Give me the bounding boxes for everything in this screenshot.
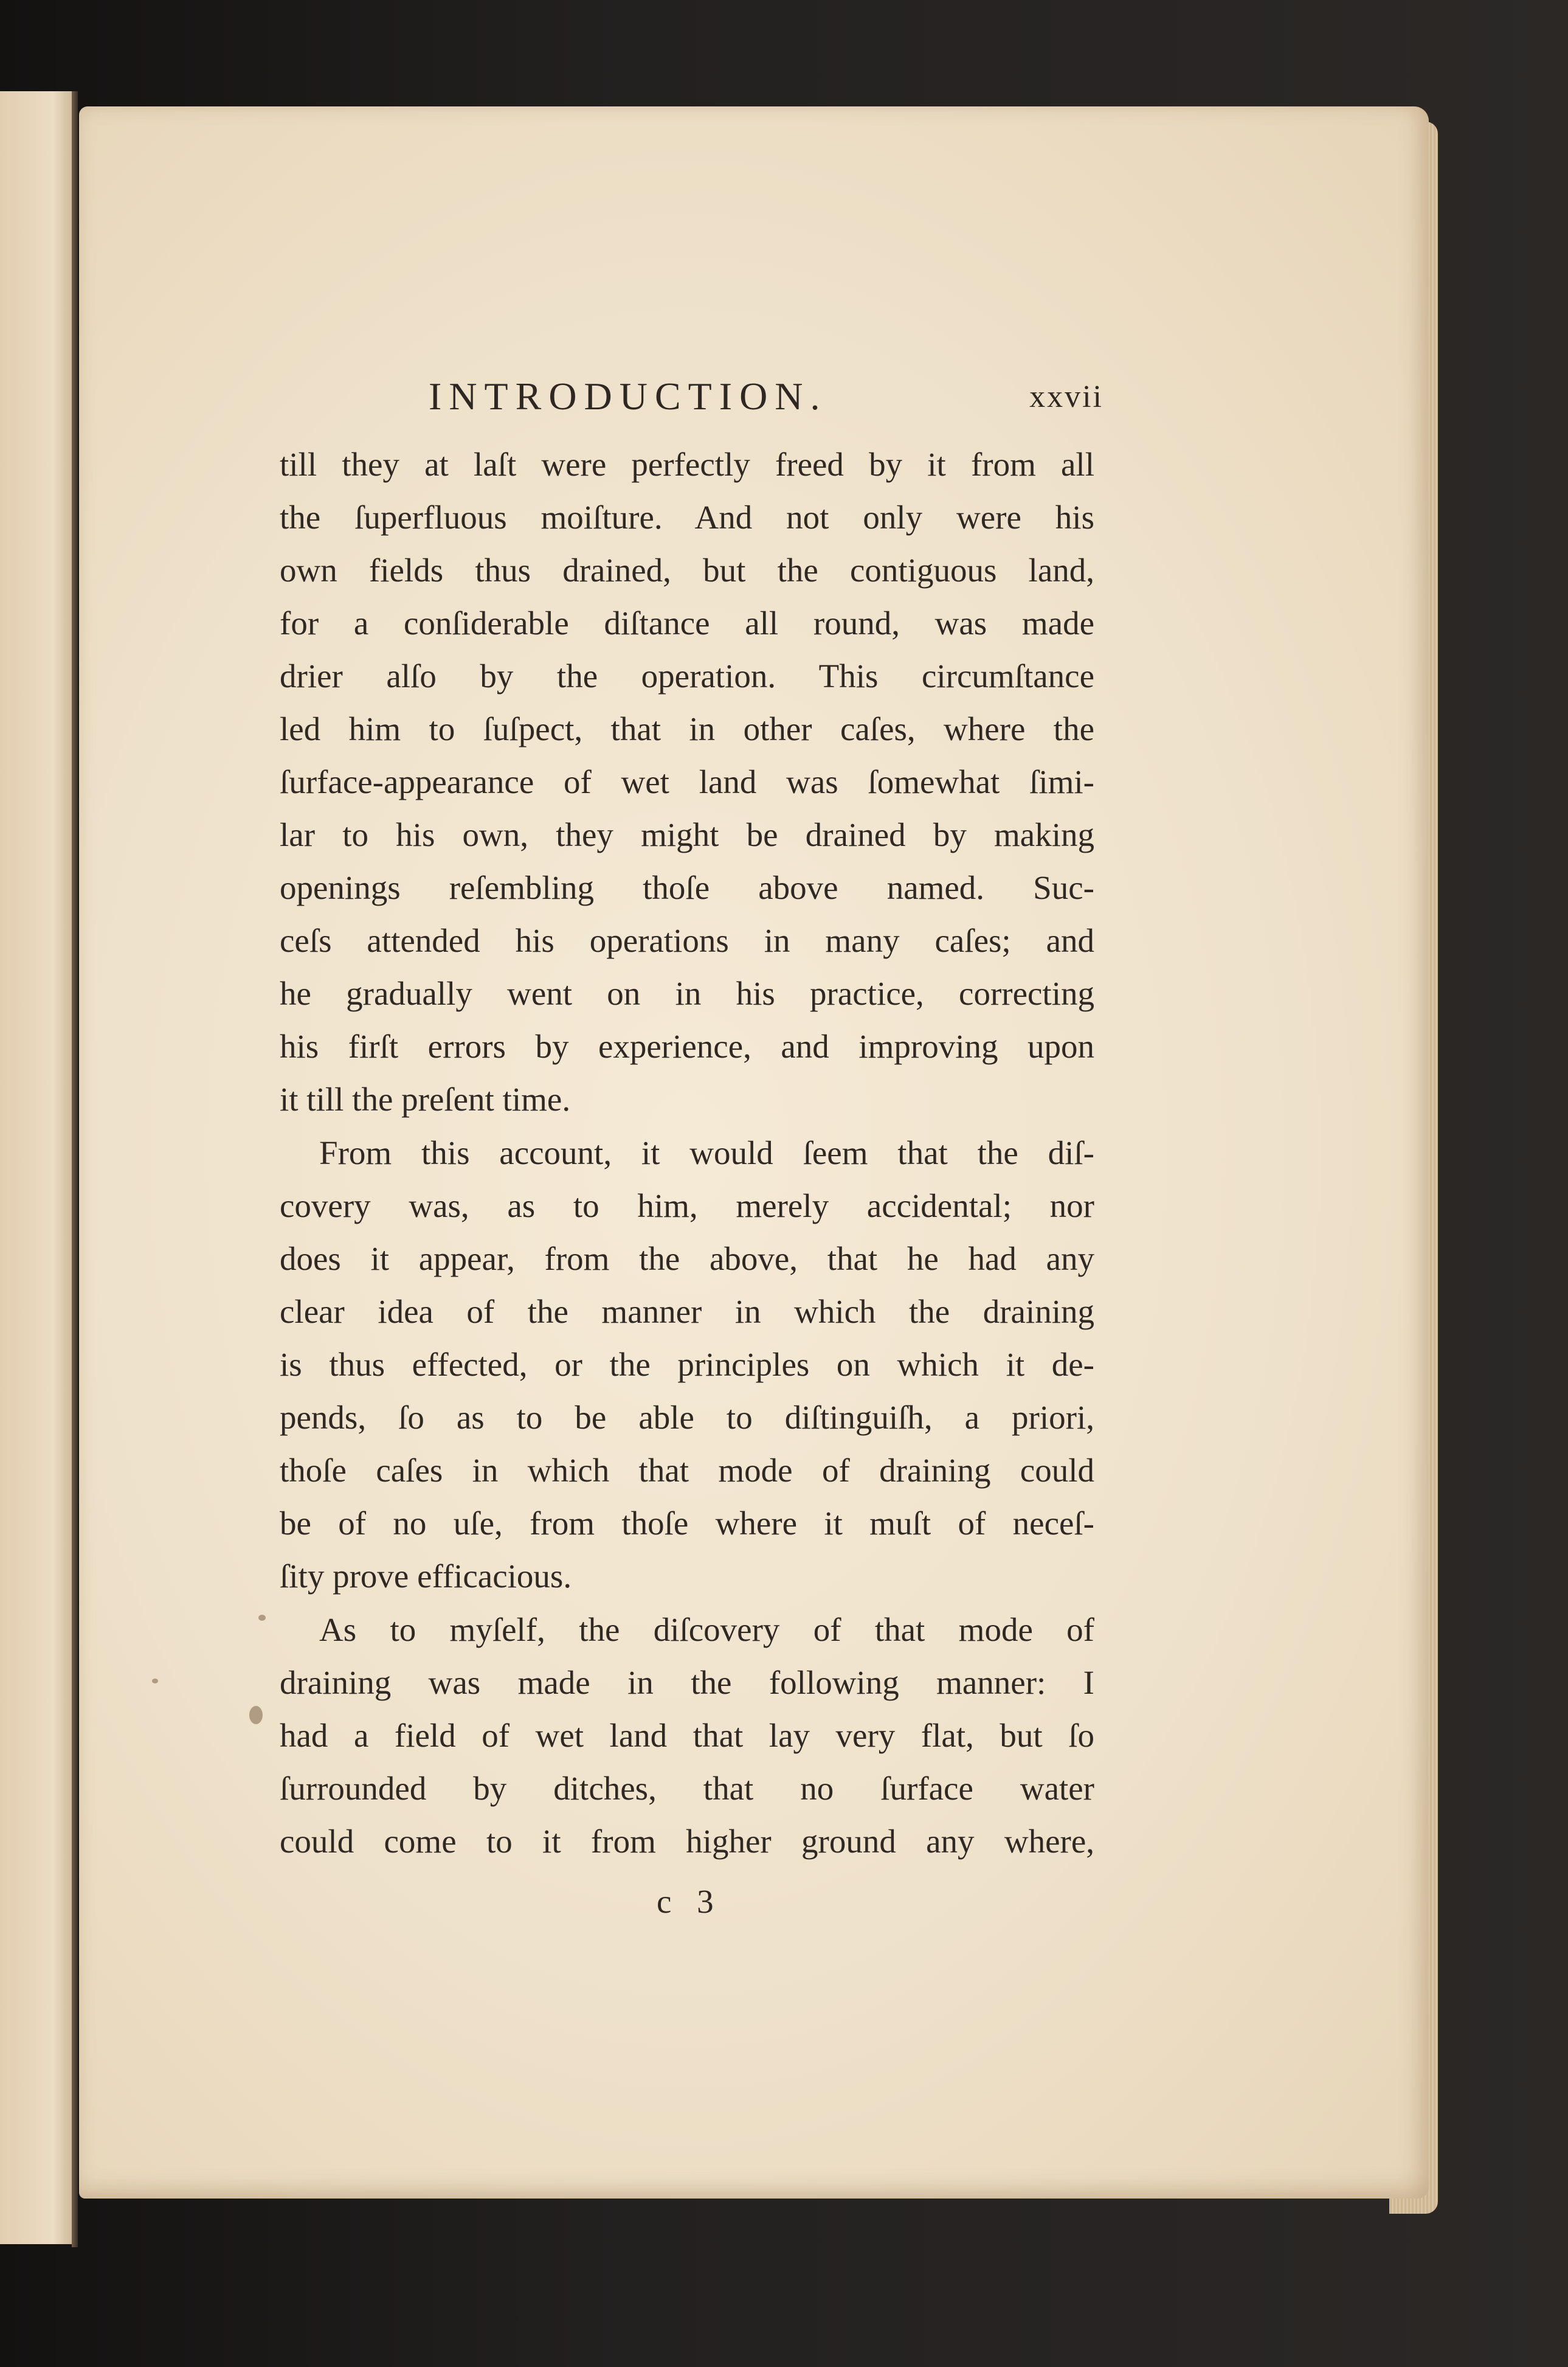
text-line: ſity prove efficacious. <box>280 1558 572 1595</box>
ink-spot <box>249 1706 263 1724</box>
ink-spot <box>258 1615 266 1621</box>
text-line: does it appear, from the above, that he had any <box>280 1240 1094 1277</box>
text-line: could come to it from higher ground any where, <box>280 1823 1094 1860</box>
text-line: From this account, it would ſeem that the diſ- <box>319 1134 1094 1171</box>
text-line: lar to his own, they might be drained by making <box>280 816 1094 853</box>
text-line: he gradually went on in his practice, correcting <box>280 975 1094 1012</box>
signature-mark: c 3 <box>657 1883 722 1920</box>
text-line: till they at laſt were perfectly freed by it from all <box>280 446 1094 483</box>
text-line: thoſe caſes in which that mode of draining could <box>280 1452 1094 1489</box>
text-line: covery was, as to him, merely accidental; nor <box>280 1187 1094 1224</box>
text-line: openings reſembling thoſe above named. Suc- <box>280 869 1094 906</box>
text-line: the ſuperfluous moiſture. And not only were his <box>280 499 1094 536</box>
text-line: ſurrounded by ditches, that no ſurface water <box>280 1770 1094 1807</box>
text-line: clear idea of the manner in which the draining <box>280 1293 1094 1330</box>
page-number: xxvii <box>1029 379 1103 414</box>
book-gutter <box>72 91 78 2247</box>
ink-spot <box>152 1679 158 1683</box>
text-line: be of no uſe, from thoſe where it muſt of neceſ- <box>280 1505 1094 1542</box>
text-line: draining was made in the following manner: I <box>280 1664 1094 1701</box>
text-line: drier alſo by the operation. This circumſtance <box>280 657 1094 695</box>
text-line: ceſs attended his operations in many caſes; and <box>280 922 1094 959</box>
text-line: had a field of wet land that lay very flat, but ſo <box>280 1717 1094 1754</box>
text-line: ſurface-appearance of wet land was ſomewhat ſimi- <box>280 763 1094 800</box>
header-title: INTRODUCTION. <box>429 375 827 418</box>
running-header <box>429 374 1103 429</box>
text-line: it till the preſent time. <box>280 1081 571 1118</box>
text-line: own fields thus drained, but the contiguous land, <box>280 552 1094 589</box>
text-line: for a conſiderable diſtance all round, was made <box>280 605 1094 642</box>
text-line: his firſt errors by experience, and improving upon <box>280 1028 1094 1065</box>
text-line: led him to ſuſpect, that in other caſes, where the <box>280 710 1094 747</box>
text-line: is thus effected, or the principles on which it de- <box>280 1346 1094 1383</box>
text-line: pends, ſo as to be able to diſtinguiſh, a priori, <box>280 1399 1094 1436</box>
text-line: As to myſelf, the diſcovery of that mode of <box>319 1611 1094 1648</box>
left-page-edge <box>0 91 76 2244</box>
